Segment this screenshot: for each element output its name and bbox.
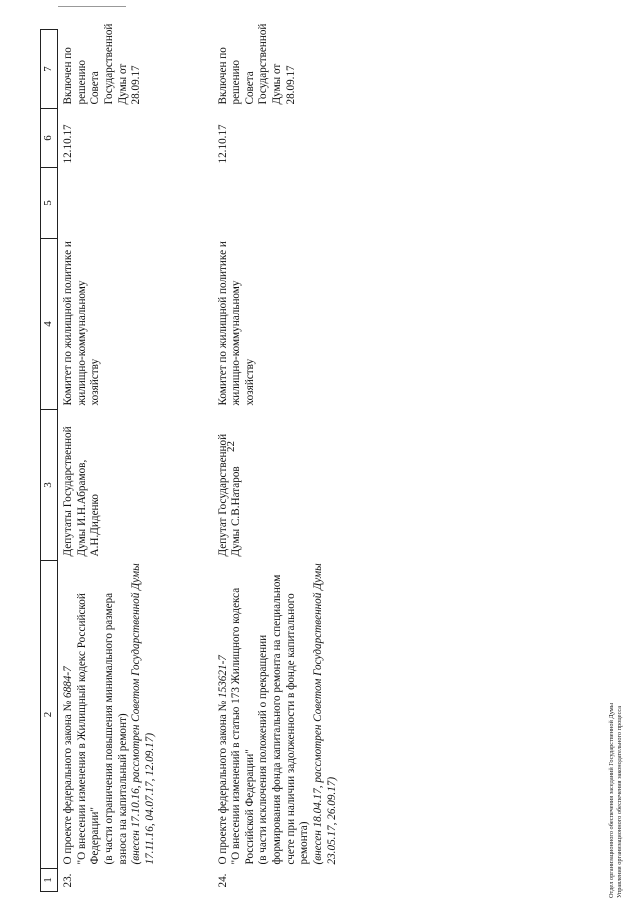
col-header-7: 7 (41, 30, 58, 109)
bill-scope: (в части ограничения повышения минимального размера взноса на капитальный ремонт) (102, 592, 129, 865)
bill-number: 6884-7 (62, 666, 74, 698)
bill-number: 153621-7 (216, 655, 229, 698)
bill-title-prefix: О проекте федерального закона № (216, 697, 229, 865)
col-header-1: 1 (41, 869, 58, 892)
col-header-6: 6 (41, 109, 58, 168)
inclusion-decision: Включен по решению Совета Государственной Думы от 28.09.17 (216, 23, 297, 105)
bill-authors: Депутаты Государственной Думы И.Н.Абрамов, А.Н.Диденко (62, 426, 102, 557)
scan-mark (58, 6, 126, 7)
consideration-date: 12.10.17 (62, 124, 74, 164)
table-row (58, 30, 213, 892)
row-number: 24. (216, 873, 229, 888)
page-number: 22 (225, 441, 237, 452)
bill-scope: (в части исключения положений о прекращении формирования фонда капитального ремонта на специальном счете при наличии задолженности в фонде капитального ремонта) (257, 574, 311, 865)
col5-cell (58, 168, 213, 239)
agenda-table (40, 23, 373, 892)
footer-department: Отдел организационного обеспечения заседаний Государственной Думы (608, 703, 615, 898)
bill-description (58, 561, 213, 869)
col-header-2: 2 (41, 561, 58, 869)
bill-name: "О внесении изменения в Жилищный кодекс Российской Федерации" (75, 593, 102, 865)
column-number-row (41, 30, 58, 892)
table-row (213, 30, 373, 892)
consideration-date: 12.10.17 (216, 124, 229, 164)
bill-history: (внесен 17.10.16, рассмотрен Советом Государственной Думы 17.11.16, 04.07.17, 12.09.17) (130, 563, 156, 865)
col-header-5: 5 (41, 168, 58, 239)
col-header-3: 3 (41, 410, 58, 561)
bill-description (213, 561, 373, 869)
responsible-committee: Комитет по жилищной политике и жилищно-коммунальному хозяйству (216, 241, 256, 406)
col5-cell (213, 168, 373, 239)
inclusion-decision: Включен по решению Совета Государственной Думы от 28.09.17 (62, 23, 143, 105)
responsible-committee: Комитет по жилищной политике и жилищно-коммунальному хозяйству (62, 241, 102, 406)
col-header-4: 4 (41, 239, 58, 410)
footer-directorate: Управления организационного обеспечения законодательного процесса (616, 705, 623, 898)
row-number: 23. (62, 873, 74, 888)
rotated-table-container (40, 23, 370, 892)
bill-authors: Депутат Государственной Думы С.В.Натаров (216, 433, 243, 557)
bill-name: "О внесении изменений в статью 173 Жилищного кодекса Российской Федерации" (230, 587, 256, 865)
bill-history: (внесен 18.04.17, рассмотрен Советом Государственной Думы 23.05.17, 26.09.17) (312, 563, 338, 865)
bill-title-prefix: О проекте федерального закона № (62, 697, 74, 865)
